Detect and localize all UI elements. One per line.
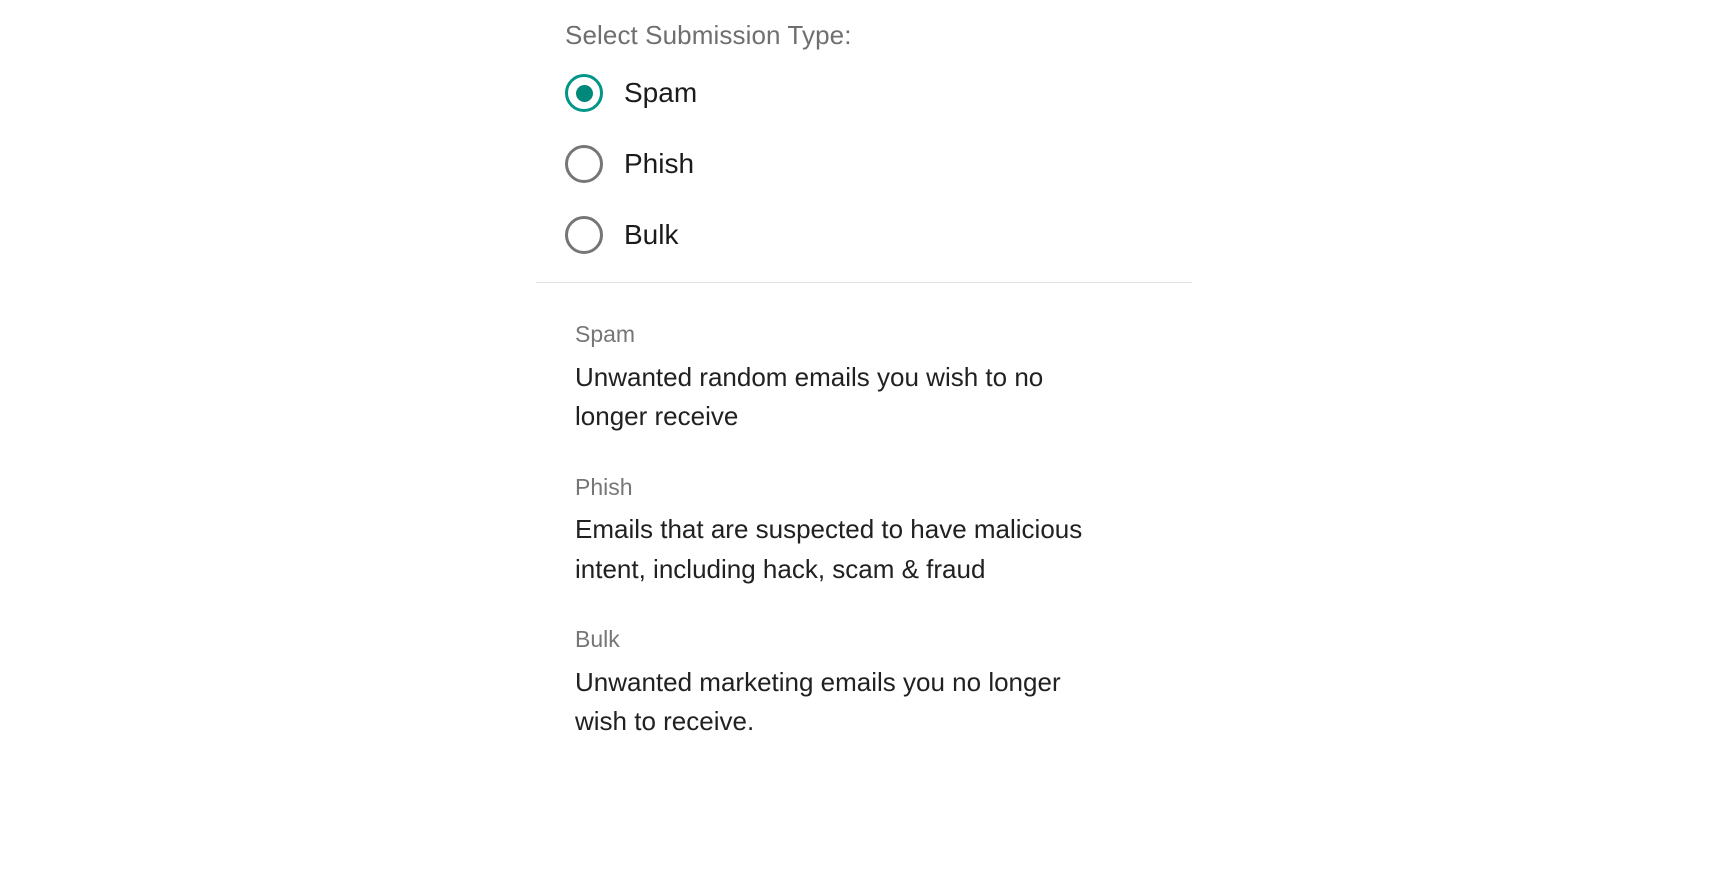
radio-icon-bulk[interactable] xyxy=(565,216,603,254)
submission-type-panel xyxy=(536,0,1256,742)
description-text-spam: Unwanted random emails you wish to no longer receive xyxy=(575,361,1044,432)
radio-dot-bulk xyxy=(576,227,593,244)
submission-type-descriptions xyxy=(536,283,1256,742)
radio-label-spam: Spam xyxy=(624,77,698,108)
description-text-bulk: Unwanted marketing emails you no longer wish to receive. xyxy=(575,666,1061,737)
radio-option-phish[interactable] xyxy=(565,140,1256,188)
description-title-bulk: Bulk xyxy=(575,626,620,653)
radio-icon-phish[interactable] xyxy=(565,145,603,183)
description-title-spam: Spam xyxy=(575,321,636,347)
submission-type-radio-group[interactable] xyxy=(536,69,1256,259)
description-text-phish: Emails that are suspected to have malicious intent, including hack, scam & fraud xyxy=(575,514,1083,584)
description-phish xyxy=(575,474,1256,590)
radio-dot-phish xyxy=(576,156,593,173)
description-title-phish: Phish xyxy=(575,473,633,500)
form-label: Select Submission Type: xyxy=(565,20,852,50)
radio-icon-spam[interactable] xyxy=(565,74,603,112)
radio-option-spam[interactable] xyxy=(565,69,1256,117)
description-spam xyxy=(575,321,1256,437)
radio-label-phish: Phish xyxy=(624,148,695,179)
radio-option-bulk[interactable] xyxy=(565,211,1256,259)
radio-dot-spam xyxy=(576,85,593,102)
description-bulk xyxy=(575,626,1256,742)
radio-label-bulk: Bulk xyxy=(624,219,679,250)
